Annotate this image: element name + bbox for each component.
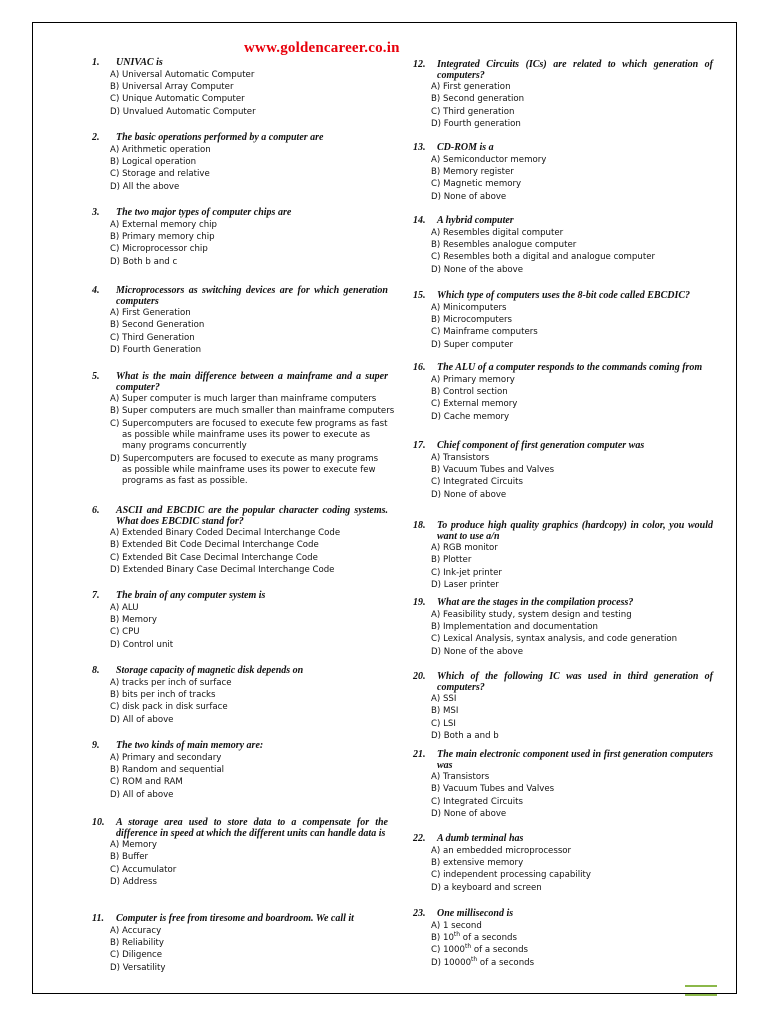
answer-option: C) Resembles both a digital and analogue computer	[431, 252, 656, 263]
answer-option: D) Versatility	[110, 962, 166, 973]
question-heading	[413, 672, 713, 693]
corner-decoration	[685, 983, 717, 997]
question-number: 8.	[92, 665, 100, 676]
question-heading	[92, 506, 388, 527]
answer-option: A) External memory chip	[110, 219, 218, 230]
question-5	[92, 371, 395, 489]
answer-option: C) Mainframe computers	[431, 327, 538, 338]
question-text: The main electronic component used in first generation computers was	[437, 749, 713, 771]
answer-option: D) Extended Binary Case Decimal Interchange Code	[110, 565, 335, 576]
question-2	[92, 133, 388, 193]
answer-option: A) Accuracy	[110, 925, 162, 936]
question-heading	[413, 834, 713, 845]
question-number: 18.	[413, 520, 426, 531]
answer-option: D) Fourth Generation	[110, 345, 202, 356]
answer-option: C) 1000th of a seconds	[431, 943, 528, 956]
answer-option: A) Primary and secondary	[110, 752, 222, 763]
answer-option: B) Logical operation	[110, 156, 197, 167]
question-number: 11.	[92, 913, 104, 924]
answer-option: A) Universal Automatic Computer	[110, 69, 255, 80]
answer-option: A) Transistors	[431, 772, 490, 782]
question-16	[413, 363, 713, 423]
answer-option: C) ROM and RAM	[110, 777, 183, 788]
question-22	[413, 834, 713, 894]
question-text: A storage area used to store data to a compensate for the difference in speed at which the different units can handle data is	[116, 817, 388, 839]
answer-option: D) None of above	[431, 809, 507, 820]
answer-option: B) 10th of a seconds	[431, 930, 517, 943]
answer-option: C) Ink-jet printer	[431, 567, 502, 578]
question-heading	[92, 666, 388, 677]
answer-option: C) Magnetic memory	[431, 179, 522, 190]
question-number: 6.	[92, 505, 100, 516]
question-7	[92, 591, 388, 651]
question-number: 20.	[413, 671, 426, 682]
answer-option: B) Resembles analogue computer	[431, 239, 577, 250]
question-number: 2.	[92, 132, 100, 143]
answer-option: A) First Generation	[110, 308, 191, 318]
answer-option: C) Third Generation	[110, 332, 195, 343]
answer-option: C) Integrated Circuits	[431, 477, 523, 488]
answer-option: B) Memory	[110, 614, 157, 625]
answer-option: D) None of above	[431, 489, 507, 500]
question-11	[92, 914, 388, 974]
question-text: Storage capacity of magnetic disk depends on	[116, 665, 304, 676]
question-heading	[413, 750, 713, 771]
question-heading	[413, 363, 713, 374]
answer-option: A) ALU	[110, 602, 139, 613]
question-6	[92, 506, 388, 577]
answer-option: B) extensive memory	[431, 857, 524, 868]
answer-option: A) Minicomputers	[431, 302, 507, 313]
question-18	[413, 521, 713, 592]
answer-option: C) Supercomputers are focused to execute few programs as fast as possible while mainframe uses its power to execute as many programs concurrently	[110, 418, 388, 451]
answer-option: B) Vacuum Tubes and Valves	[431, 784, 555, 795]
answer-option: A) First generation	[431, 82, 511, 92]
answer-option: B) bits per inch of tracks	[110, 689, 216, 700]
answer-option: C) LSI	[431, 718, 456, 729]
answer-option: D) None of the above	[431, 646, 524, 657]
answer-option: D) None of above	[431, 191, 507, 202]
question-number: 1.	[92, 57, 100, 68]
question-heading	[92, 58, 388, 69]
answer-option: D) Supercomputers are focused to execute as many programs as possible while mainframe uses its power to execute few programs as fast as possible.	[110, 453, 379, 486]
answer-option: C) External memory	[431, 399, 518, 410]
answer-option: A) Primary memory	[431, 374, 515, 385]
question-heading	[92, 286, 388, 307]
answer-option: A) Super computer is much larger than mainframe computers	[110, 394, 377, 404]
question-heading	[92, 741, 388, 752]
question-text: ASCII and EBCDIC are the popular character coding systems. What does EBCDIC stand for?	[116, 505, 388, 527]
question-10	[92, 818, 388, 889]
answer-option: A) an embedded microprocessor	[431, 845, 572, 856]
question-3	[92, 208, 388, 268]
answer-option: D) Address	[110, 877, 157, 888]
answer-option: A) 1 second	[431, 920, 482, 931]
answer-option: C) Storage and relative	[110, 169, 210, 180]
answer-option: B) Second generation	[431, 94, 525, 105]
answer-option: D) Super computer	[431, 339, 514, 350]
answer-option: A) Arithmetic operation	[110, 144, 211, 155]
answer-option: C) Unique Automatic Computer	[110, 94, 245, 105]
question-number: 21.	[413, 749, 426, 760]
question-heading	[92, 372, 388, 393]
question-text: Microprocessors as switching devices are for which generation computers	[116, 285, 388, 307]
question-text: UNIVAC is	[116, 57, 163, 68]
question-heading	[413, 143, 713, 154]
answer-option: D) All the above	[110, 181, 180, 192]
answer-option: B) Random and sequential	[110, 764, 225, 775]
question-text: What are the stages in the compilation process?	[437, 597, 634, 608]
question-heading	[413, 521, 713, 542]
question-heading	[413, 909, 713, 920]
question-number: 9.	[92, 740, 100, 751]
question-19	[413, 598, 713, 658]
question-number: 23.	[413, 908, 426, 919]
question-text: To produce high quality graphics (hardcopy) in color, you would want to use a/n	[437, 520, 713, 542]
question-number: 4.	[92, 285, 100, 296]
question-text: A hybrid computer	[437, 215, 514, 226]
answer-option: B) Super computers are much smaller than mainframe computers	[110, 406, 395, 417]
answer-option: B) Memory register	[431, 166, 514, 177]
answer-option: A) tracks per inch of surface	[110, 677, 232, 688]
question-heading	[413, 216, 713, 227]
question-heading	[92, 818, 388, 839]
question-number: 22.	[413, 833, 426, 844]
site-url: www.goldencareer.co.in	[244, 40, 400, 56]
question-20	[413, 672, 713, 743]
question-number: 7.	[92, 590, 100, 601]
answer-option: D) Fourth generation	[431, 119, 521, 130]
question-heading	[92, 133, 388, 144]
question-text: Computer is free from tiresome and boardroom. We call it	[116, 913, 354, 924]
answer-option: A) Semiconductor memory	[431, 154, 547, 165]
question-number: 3.	[92, 207, 100, 218]
question-14	[413, 216, 713, 276]
question-4	[92, 286, 388, 357]
question-text: Which type of computers uses the 8-bit code called EBCDIC?	[437, 290, 691, 301]
answer-option: B) Second Generation	[110, 320, 205, 331]
question-text: The brain of any computer system is	[116, 590, 266, 601]
answer-option: A) Memory	[110, 840, 157, 850]
question-text: The basic operations performed by a computer are	[116, 132, 324, 143]
answer-option: B) Reliability	[110, 937, 164, 948]
answer-option: D) All of above	[110, 789, 174, 800]
question-number: 13.	[413, 142, 426, 153]
question-text: Integrated Circuits (ICs) are related to which generation of computers?	[437, 59, 713, 81]
question-number: 15.	[413, 290, 426, 301]
question-number: 17.	[413, 440, 426, 451]
question-15	[413, 291, 713, 351]
answer-option: B) Buffer	[110, 852, 149, 863]
answer-option: A) Feasibility study, system design and testing	[431, 609, 632, 620]
answer-option: B) Vacuum Tubes and Valves	[431, 464, 555, 475]
answer-option: C) Lexical Analysis, syntax analysis, and code generation	[431, 634, 678, 645]
answer-option: D) Both b and c	[110, 256, 178, 267]
answer-option: B) Control section	[431, 386, 508, 397]
question-text: CD-ROM is a	[437, 142, 494, 153]
answer-option: D) Cache memory	[431, 411, 510, 422]
question-8	[92, 666, 388, 726]
question-text: The two kinds of main memory are:	[116, 740, 264, 751]
question-number: 16.	[413, 362, 426, 373]
answer-option: C) Accumulator	[110, 864, 177, 875]
answer-option: B) Microcomputers	[431, 314, 513, 325]
question-number: 10.	[92, 817, 105, 828]
question-number: 12.	[413, 59, 426, 70]
answer-option: D) All of above	[110, 714, 174, 725]
answer-option: B) Plotter	[431, 555, 472, 566]
answer-option: D) Both a and b	[431, 731, 499, 742]
answer-option: A) Transistors	[431, 452, 490, 463]
question-text: What is the main difference between a mainframe and a super computer?	[116, 371, 388, 393]
answer-option: C) Diligence	[110, 950, 163, 961]
question-text: The two major types of computer chips are	[116, 207, 292, 218]
question-13	[413, 143, 713, 203]
answer-option: C) Microprocessor chip	[110, 244, 208, 255]
answer-option: A) Extended Binary Coded Decimal Interchange Code	[110, 528, 341, 538]
question-heading	[413, 441, 713, 452]
question-text: Chief component of first generation computer was	[437, 440, 645, 451]
question-9	[92, 741, 388, 801]
question-number: 14.	[413, 215, 426, 226]
answer-option: A) SSI	[431, 694, 457, 704]
question-23	[413, 909, 713, 969]
question-heading	[92, 914, 388, 925]
question-21	[413, 750, 713, 821]
question-text: The ALU of a computer responds to the commands coming from	[437, 362, 703, 373]
answer-option: D) None of the above	[431, 264, 524, 275]
question-heading	[413, 291, 713, 302]
answer-option: D) Unvalued Automatic Computer	[110, 106, 256, 117]
question-17	[413, 441, 713, 501]
answer-option: D) 10000th of a seconds	[431, 955, 535, 968]
question-number: 5.	[92, 371, 100, 382]
question-text: Which of the following IC was used in third generation of computers?	[437, 671, 713, 693]
answer-option: B) Primary memory chip	[110, 231, 215, 242]
answer-option: C) CPU	[110, 627, 140, 638]
question-heading	[413, 598, 713, 609]
answer-option: D) a keyboard and screen	[431, 882, 542, 893]
answer-option: C) independent processing capability	[431, 870, 591, 881]
answer-option: A) RGB monitor	[431, 543, 498, 553]
answer-option: C) disk pack in disk surface	[110, 702, 228, 713]
answer-option: A) Resembles digital computer	[431, 227, 564, 238]
question-12	[413, 60, 713, 131]
question-heading	[413, 60, 713, 81]
answer-option: B) Extended Bit Code Decimal Interchange Code	[110, 540, 319, 551]
question-number: 19.	[413, 597, 426, 608]
answer-option: B) Implementation and documentation	[431, 621, 598, 632]
question-text: A dumb terminal has	[437, 833, 524, 844]
question-1	[92, 58, 388, 118]
answer-option: B) Universal Array Computer	[110, 81, 234, 92]
answer-option: B) MSI	[431, 706, 459, 717]
question-heading	[92, 591, 388, 602]
answer-option: C) Integrated Circuits	[431, 796, 523, 807]
answer-option: C) Third generation	[431, 106, 515, 117]
question-text: One millisecond is	[437, 908, 514, 919]
answer-option: C) Extended Bit Case Decimal Interchange Code	[110, 552, 318, 563]
answer-option: D) Laser printer	[431, 580, 499, 591]
answer-option: D) Control unit	[110, 639, 174, 650]
question-heading	[92, 208, 388, 219]
